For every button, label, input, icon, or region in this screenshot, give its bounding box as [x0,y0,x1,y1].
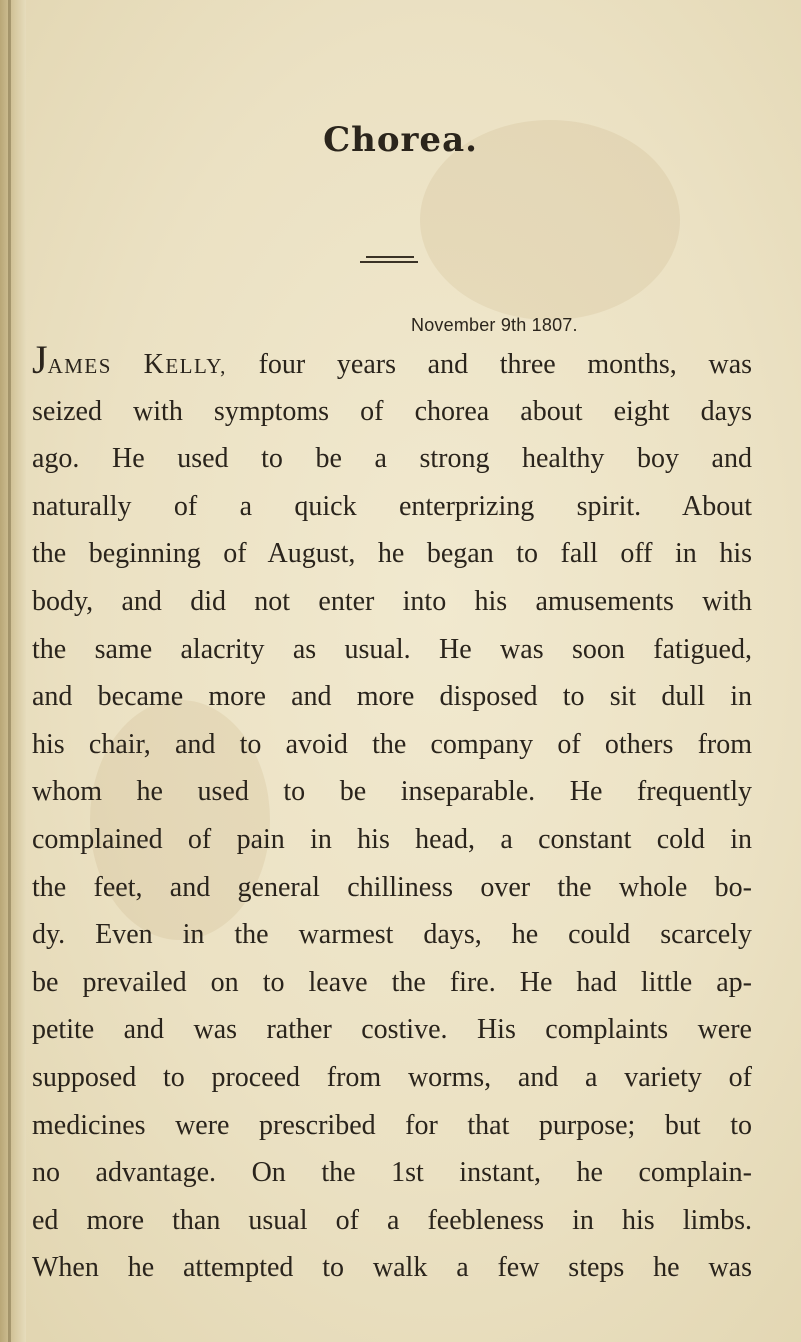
patient-name-part: AMES [47,354,112,378]
text-line: When he attempted to walk a few steps he was [32,1252,752,1284]
text-line: the same alacrity as usual. He was soon fatigued, [32,633,752,665]
text-line: the beginning of August, he began to fall off in his [32,538,752,570]
first-line-text: four years and three months, was [258,349,753,380]
page-fold-shadow [8,0,11,1342]
text-line: body, and did not enter into his amusements with [32,585,752,617]
text-line: no advantage. On the 1st instant, he complain- [32,1157,752,1189]
text-line: and became more and more disposed to sit dull in [32,681,752,713]
drop-cap: J [32,337,48,382]
title-rule [366,256,414,258]
text-line: seized with symptoms of chorea about eight days [32,395,752,427]
patient-name-part: ELLY, [165,354,227,378]
text-line: complained of pain in his head, a constant cold in [32,823,752,855]
patient-name-initial: K [143,349,166,380]
title-rule [360,261,418,263]
text-line: dy. Even in the warmest days, he could scarcely [32,919,752,951]
page-binding-edge [0,0,26,1342]
page-title: Chorea. [323,120,478,160]
text-line: ago. He used to be a strong healthy boy and [32,443,752,475]
text-line: supposed to proceed from worms, and a variety of [32,1061,752,1093]
text-line: his chair, and to avoid the company of others from [32,728,752,760]
text-line: ed more than usual of a feebleness in his limbs. [32,1204,752,1236]
case-text [32,337,753,1292]
text-line: be prevailed on to leave the fire. He had little ap- [32,966,752,998]
entry-date: November 9th 1807. [411,315,578,335]
text-line: medicines were prescribed for that purpose; but to [32,1109,752,1141]
text-line: whom he used to be inseparable. He frequently [32,776,752,808]
text-line-first [32,337,753,388]
text-line: the feet, and general chilliness over the whole bo- [32,871,752,903]
text-line: petite and was rather costive. His complaints were [32,1014,752,1046]
text-line: naturally of a quick enterprizing spirit. About [32,490,752,522]
